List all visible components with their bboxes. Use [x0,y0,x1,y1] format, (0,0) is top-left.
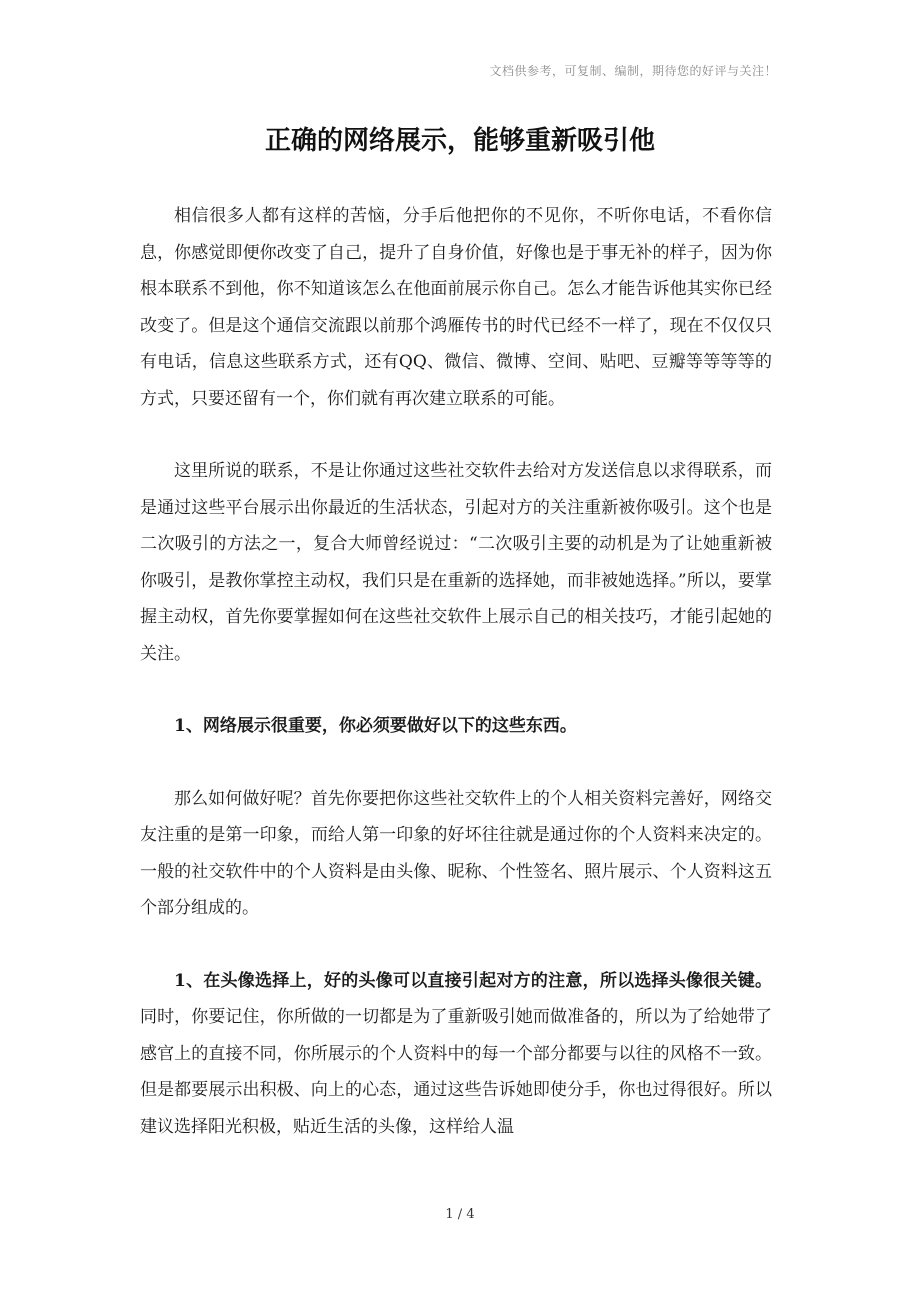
paragraph-contact: 这里所说的联系，不是让你通过这些社交软件去给对方发送信息以求得联系，而是通过这些平台展示出你最近的生活状态，引起对方的关注重新被你吸引。这个也是二次吸引的方法之一，复合大师曾经说过：“二次吸引主要的动机是为了让她重新被你吸引，是教你掌控主动权，我们只是在重新的选择她，而非被她选择。”所以，要掌握主动权，首先你要掌握如何在这些社交软件上展示自己的相关技巧，才能引起她的关注。 [140,461,772,664]
avatar-lead-bold: 1、在头像选择上，好的头像可以直接引起对方的注意，所以选择头像很关键。 [174,970,772,991]
paragraph-avatar [140,963,772,1146]
paragraph-profile: 那么如何做好呢？首先你要把你这些社交软件上的个人相关资料完善好，网络交友注重的是第一印象，而给人第一印象的好坏往往就是通过你的个人资料来决定的。一般的社交软件中的个人资料是由头像、昵称、个性签名、照片展示、个人资料这五个部分组成的。 [140,788,772,918]
header-note: 文档供参考，可复制、编制，期待您的好评与关注！ [489,64,777,78]
avatar-rest-text: 同时，你要记住，你所做的一切都是为了重新吸引她而做准备的，所以为了给她带了感官上的直接不同，你所展示的个人资料中的每一个部分都要与以往的风格不一致。但是都要展示出积极、向上的心态，通过这些告诉她即使分手，你也过得很好。所以建议选择阳光积极，贴近生活的头像，这样给人温 [140,1007,772,1137]
document-title: 正确的网络展示，能够重新吸引他 [264,126,655,156]
section-heading: 1、网络展示很重要，你必须要做好以下的这些东西。 [174,716,577,736]
page-number: 1 / 4 [445,1207,475,1222]
document-body [140,198,772,1181]
paragraph-intro: 相信很多人都有这样的苦恼，分手后他把你的不见你，不听你电话，不看你信息，你感觉即便你改变了自己，提升了自身价值，好像也是于事无补的样子，因为你根本联系不到他，你不知道该怎么在他面前展示你自己。怎么才能告诉他其实你已经改变了。但是这个通信交流跟以前那个鸿雁传书的时代已经不一样了，现在不仅仅只有电话，信息这些联系方式，还有QQ、微信、微博、空间、贴吧、豆瓣等等等等的方式，只要还留有一个，你们就有再次建立联系的可能。 [140,206,772,409]
